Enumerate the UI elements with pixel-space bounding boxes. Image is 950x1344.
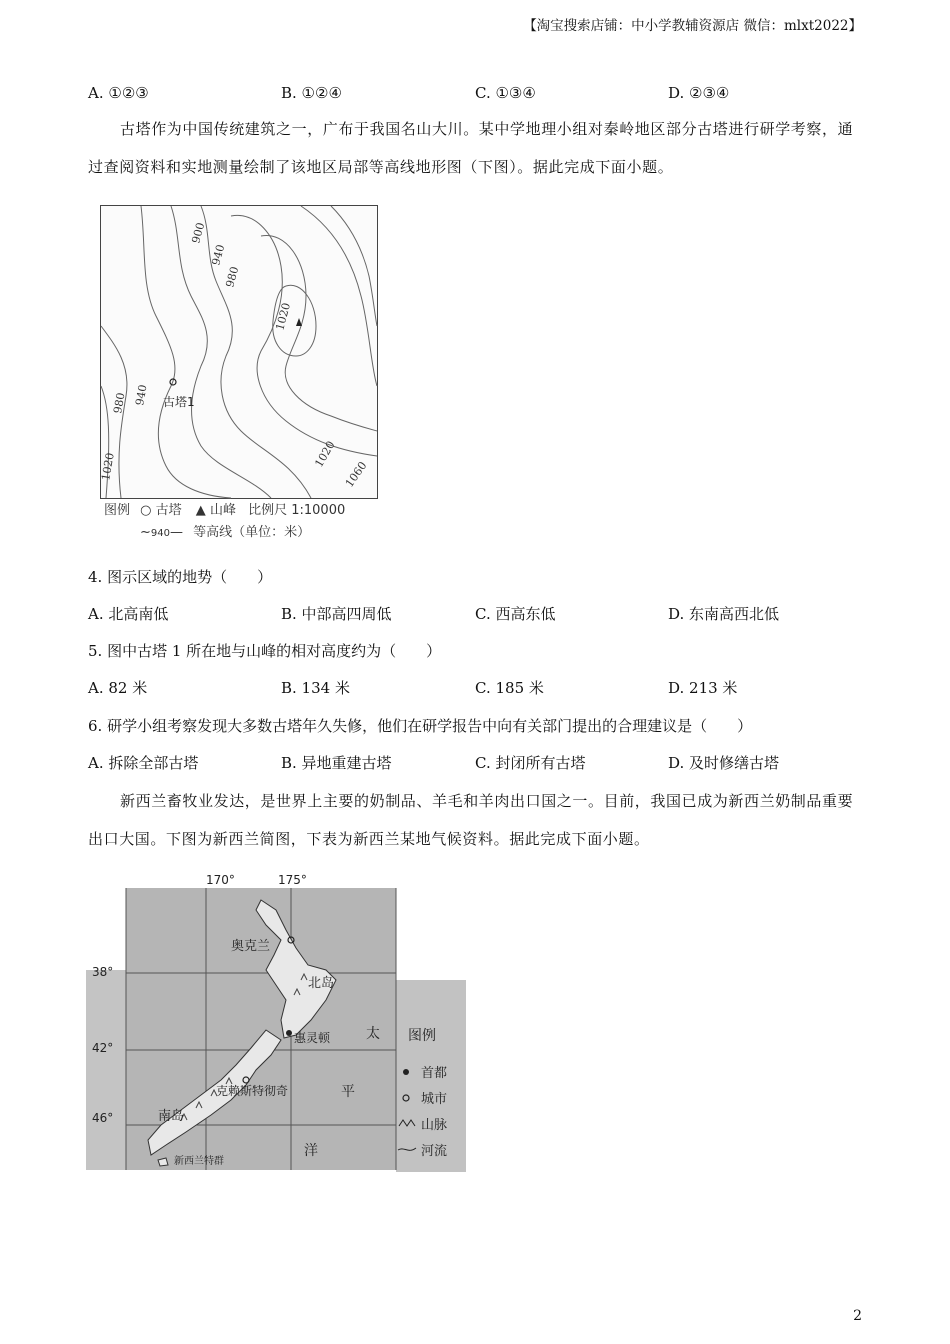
contour-line xyxy=(261,235,377,431)
place-label: 克赖斯特彻奇 xyxy=(216,1084,289,1098)
map-sea xyxy=(86,970,126,1170)
legend-river: 河流 xyxy=(421,1144,448,1159)
prev-option-c[interactable]: C. ①③④ xyxy=(475,84,536,102)
place-label: 北岛 xyxy=(308,976,335,991)
tower-label: 古塔1 xyxy=(163,395,195,409)
intro-paragraph-new-zealand: 新西兰畜牧业发达，是世界上主要的奶制品、羊毛和羊肉出口国之一。目前，我国已成为新西兰奶制品重要出口大国。下图为新西兰简图，下表为新西兰某地气候资料。据此完成下面小题。 xyxy=(88,792,854,848)
contour-line-icon: ~ xyxy=(140,525,151,540)
contour-label: 980 xyxy=(111,391,128,415)
q5-option-b[interactable]: B. 134 米 xyxy=(281,679,350,697)
peak-icon: ▲ xyxy=(195,503,206,518)
capital-icon xyxy=(286,1030,292,1036)
q6-option-b[interactable]: B. 异地重建古塔 xyxy=(281,754,392,772)
new-zealand-map xyxy=(86,870,466,1172)
q5-stem: 5. 图中古塔 1 所在地与山峰的相对高度约为（ ） xyxy=(88,642,442,660)
contour-map-legend xyxy=(104,500,345,545)
contour-label: 940 xyxy=(133,383,150,407)
contour-line-icon: — xyxy=(170,525,183,540)
contour-label: 980 xyxy=(223,265,242,289)
legend-mountain: 山脉 xyxy=(421,1118,448,1133)
legend-contour: 等高线（单位：米） xyxy=(193,525,311,540)
lon-label: 170° xyxy=(206,873,235,887)
q4-option-d[interactable]: D. 东南高西北低 xyxy=(668,605,780,623)
contour-line xyxy=(301,206,377,386)
prev-option-d[interactable]: D. ②③④ xyxy=(668,84,730,102)
q6-option-a[interactable]: A. 拆除全部古塔 xyxy=(88,754,199,772)
contour-label: 940 xyxy=(209,243,228,267)
prev-option-a[interactable]: A. ①②③ xyxy=(88,84,149,102)
prev-option-b[interactable]: B. ①②④ xyxy=(281,84,342,102)
q4-option-b[interactable]: B. 中部高四周低 xyxy=(281,605,392,623)
lon-label: 175° xyxy=(278,873,307,887)
place-label: 惠灵顿 xyxy=(294,1031,331,1045)
legend-title: 图例 xyxy=(104,503,131,518)
legend-peak: 山峰 xyxy=(209,503,236,518)
legend-title: 图例 xyxy=(408,1028,436,1044)
contour-label: 1020 xyxy=(99,451,117,482)
lat-label: 46° xyxy=(92,1111,114,1125)
q5-option-d[interactable]: D. 213 米 xyxy=(668,679,738,697)
legend-capital: 首都 xyxy=(421,1066,448,1081)
legend-contour-value: 940 xyxy=(150,528,170,539)
contour-map xyxy=(100,205,378,499)
q6-option-c[interactable]: C. 封闭所有古塔 xyxy=(475,754,586,772)
ocean-label: 太 xyxy=(366,1026,380,1042)
q5-option-a[interactable]: A. 82 米 xyxy=(88,679,148,697)
intro-paragraph-towers: 古塔作为中国传统建筑之一，广布于我国名山大川。某中学地理小组对秦岭地区部分古塔进行研学考察，通过查阅资料和实地测量绘制了该地区局部等高线地形图（下图）。据此完成下面小题。 xyxy=(88,120,854,176)
q6-option-d[interactable]: D. 及时修缮古塔 xyxy=(668,754,780,772)
q6-stem: 6. 研学小组考察发现大多数古塔年久失修，他们在研学报告中向有关部门提出的合理建议是（ ） xyxy=(88,717,753,735)
contour-map-svg xyxy=(101,206,377,498)
contour-label: 1020 xyxy=(312,438,338,470)
contour-line xyxy=(331,206,377,326)
place-label: 奥克兰 xyxy=(231,939,271,954)
ocean-label: 平 xyxy=(341,1084,355,1100)
capital-icon xyxy=(403,1069,409,1075)
place-label: 新西兰特群 xyxy=(174,1156,224,1167)
page-number: 2 xyxy=(853,1308,862,1324)
q4-option-c[interactable]: C. 西高东低 xyxy=(475,605,556,623)
contour-line xyxy=(231,215,377,456)
legend-scale: 比例尺 1:10000 xyxy=(248,503,346,518)
peak-icon xyxy=(296,318,302,326)
new-zealand-map-svg xyxy=(86,870,466,1172)
place-label: 南岛 xyxy=(158,1109,185,1124)
q4-stem: 4. 图示区域的地势（ ） xyxy=(88,568,273,586)
lat-label: 38° xyxy=(92,965,114,979)
contour-label: 1060 xyxy=(342,459,370,490)
legend-tower: 古塔 xyxy=(155,503,182,518)
tower-icon: ○ xyxy=(140,503,152,518)
ocean-label: 洋 xyxy=(304,1143,318,1159)
legend-city: 城市 xyxy=(421,1092,448,1107)
contour-label: 900 xyxy=(189,221,208,245)
lat-label: 42° xyxy=(92,1041,114,1055)
stewart-island xyxy=(158,1158,168,1166)
q4-option-a[interactable]: A. 北高南低 xyxy=(88,605,169,623)
page-header: 【淘宝搜索店铺：中小学教辅资源店 微信：mlxt2022】 xyxy=(523,18,862,34)
contour-label: 1020 xyxy=(273,301,294,332)
q5-option-c[interactable]: C. 185 米 xyxy=(475,679,544,697)
